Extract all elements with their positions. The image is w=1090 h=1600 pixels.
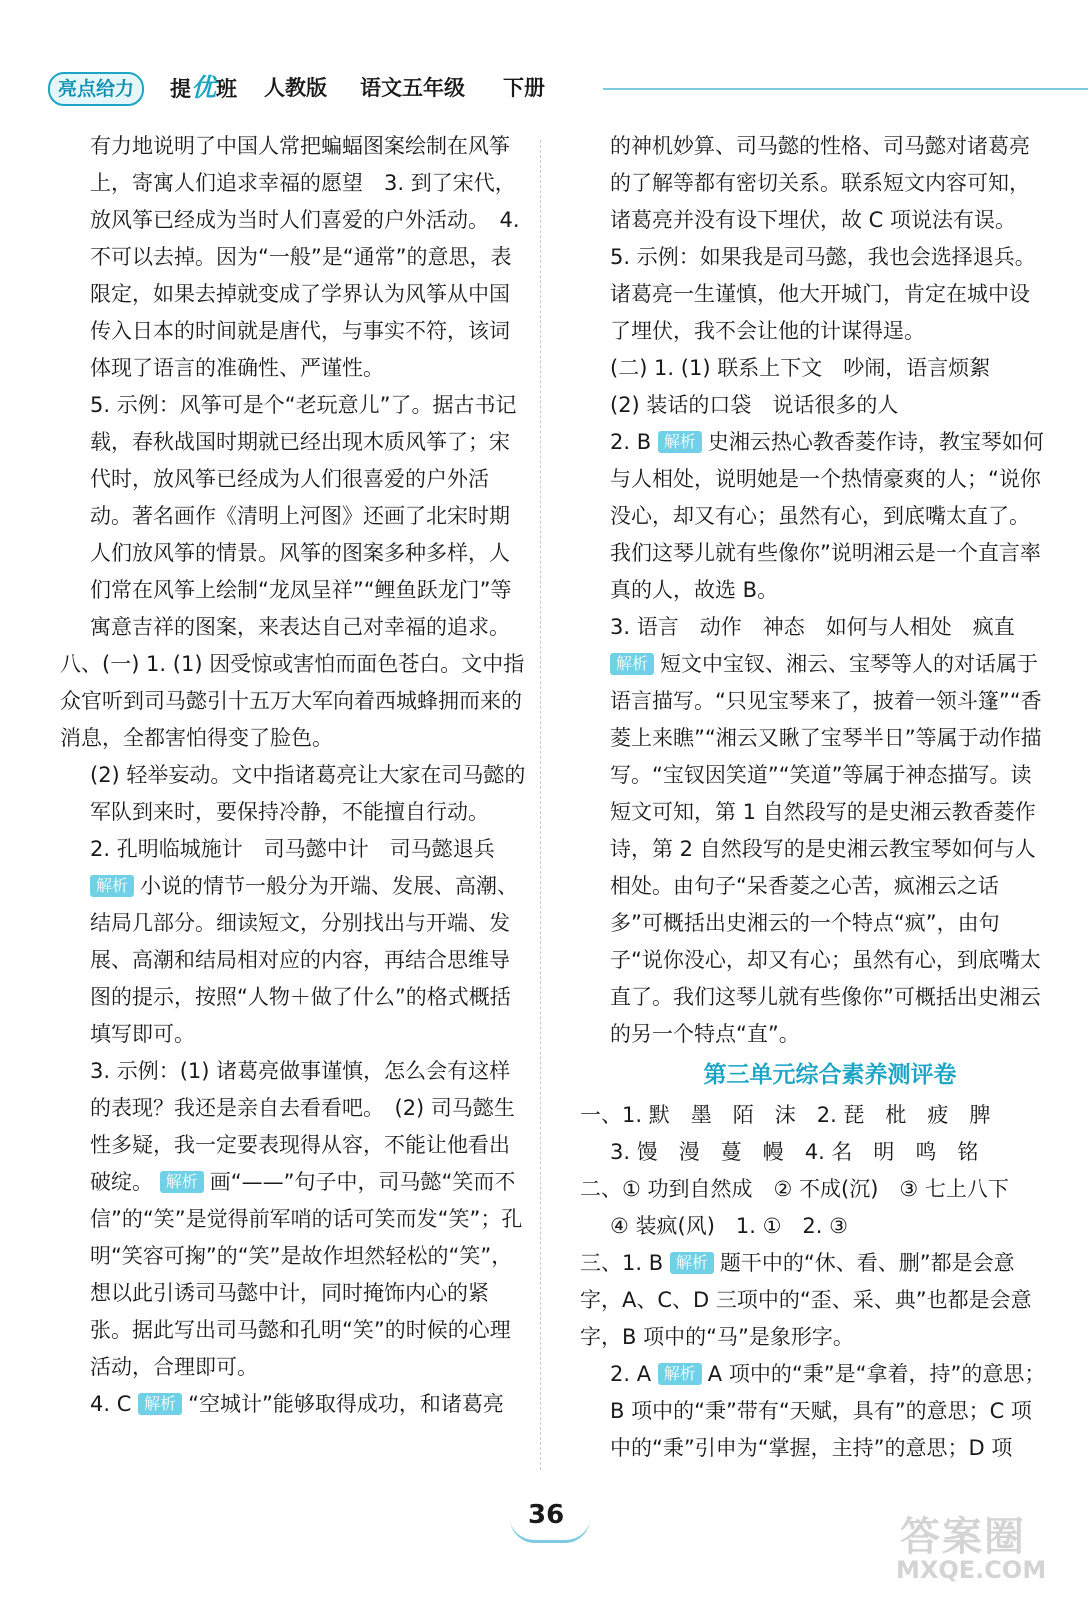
answer-paragraph: 一、1. 默 墨 陌 沫 2. 琵 枇 疲 脾 [580,1103,991,1127]
analysis-text: 题干中的“休、看、删”都是会意字，A、C、D 三项中的“歪、采、典”也都是会意字，B 项中的“马”是象形字。 [580,1251,1032,1349]
right-column [580,128,1050,1467]
answer-paragraph: 二、① 功到自然成 ② 不成(沉) ③ 七上八下 [580,1177,1009,1201]
answer-paragraph: 的神机妙算、司马懿的性格、司马懿对诸葛亮的了解等都有密切关系。联系短文内容可知，诸葛亮并没有设下埋伏，故 C 项说法有误。 [610,134,1030,232]
analysis-tag: 解析 [160,1171,204,1193]
series-post: 班 [216,77,238,101]
volume-label: 下册 [503,76,545,100]
analysis-text: A 项中的“秉”是“拿着，持”的意思；B 项中的“秉”带有“天赋，具有”的意思；C 项中的“秉”引申为“掌握，主持”的意思；D 项 [610,1362,1046,1460]
analysis-tag: 解析 [658,1363,702,1385]
analysis-tag: 解析 [610,653,654,675]
answer-paragraph: 5. 示例：风筝可是个“老玩意儿”了。据古书记载，春秋战国时期就已经出现木质风筝了；宋代时，放风筝已经成为人们很喜爱的户外活动。著名画作《清明上河图》还画了北宋时期人们放风筝的情景。风筝的图案多种多样，人们常在风筝上绘制“龙凤呈祥”“鲤鱼跃龙门”等寓意吉祥的图案，来表达自己对幸福的追求。 [90,393,517,639]
answer-paragraph [580,1245,1050,1356]
page-number-arc [510,1518,590,1543]
answer-paragraph: 有力地说明了中国人常把蝙蝠图案绘制在风筝上，寄寓人们追求幸福的愿望 3. 到了宋代，放风筝已经成为当时人们喜爱的户外活动。 4. 不可以去掉。因为“一般”是“通常”的意思，表限定，如果去掉就变成了学界认为风筝从中国传入日本的时间就是唐代，与事实不符，该词体现了语言的准确性、严谨性。 [90,134,527,380]
answer-paragraph: 2. 孔明临城施计 司马懿中计 司马懿退兵 [90,837,495,861]
answer-paragraph [610,424,1050,609]
answer-text: 2. A [610,1362,652,1386]
page-header [48,72,1048,106]
answer-paragraph [610,609,1050,1053]
answer-paragraph: (二) 1. (1) 联系上下文 吵闹，语言烦絮 [610,356,991,380]
watermark: 答案圈 [900,1514,1026,1560]
answer-paragraph: 5. 示例：如果我是司马懿，我也会选择退兵。诸葛亮一生谨慎，他大开城门，肯定在城中设了埋伏，我不会让他的计谋得逞。 [610,245,1036,343]
answer-paragraph: (2) 轻举妄动。文中指诸葛亮让大家在司马懿的军队到来时，要保持冷静，不能擅自行动。 [90,763,526,824]
watermark-url: MXQE.COM [896,1556,1047,1584]
answer-text: 3. 示例：(1) 诸葛亮做事谨慎，怎么会有这样的表现？我还是亲自去看看吧。 (2) 司马懿生性多疑，我一定要表现得从容，不能让他看出破绽。 [90,1059,515,1194]
subject-label: 语文五年级 [360,76,465,100]
answer-paragraph [90,1386,530,1423]
analysis-text: 短文中宝钗、湘云、宝琴等人的对话属于语言描写。“只见宝琴来了，披着一领斗篷”“香菱上来瞧”“湘云又瞅了宝琴半日”等属于动作描写。“宝钗因笑道”“笑道”等属于神态描写。读短文可知，第 1 自然段写的是史湘云教香菱作诗，第 2 自然段写的是史湘云教宝琴如何与人相处。由句子“呆香菱之心苦，疯湘云之话多”可概括出史湘云的一个特点“疯”，由句子“说你没心，却又有心；虽然有心，到底嘴太直了。我们这琴儿就有些像你”可概括出史湘云的另一个特点“直”。 [610,652,1042,1046]
answer-paragraph: ④ 装疯(风) 1. ① 2. ③ [610,1214,848,1238]
analysis-text: 画“——”句子中，司马懿“笑而不信”的“笑”是觉得前军哨的话可笑而发“笑”；孔明“笑容可掬”的“笑”是故作坦然轻松的“笑”，想以此引诱司马懿中计，同时掩饰内心的紧张。据此写出司马懿和孔明“笑”的时候的心理活动，合理即可。 [90,1170,523,1379]
analysis-text: 小说的情节一般分为开端、发展、高潮、结局几部分。细读短文，分别找出与开端、发展、高潮和结局相对应的内容，再结合思维导图的提示，按照“人物＋做了什么”的格式概括填写即可。 [90,874,519,1046]
page-number: 36 [528,1500,565,1530]
answer-text: 3. 语言 动作 神态 如何与人相处 疯直 [610,615,1015,639]
analysis-text: “空城计”能够取得成功，和诸葛亮 [188,1392,504,1416]
header-rule [603,88,1088,90]
answer-paragraph: (2) 装话的口袋 说话很多的人 [610,393,899,417]
series-name [170,72,237,105]
analysis-tag: 解析 [90,875,134,897]
answer-text: 4. C [90,1392,132,1416]
brand-logo: 亮点给力 [48,72,144,106]
answer-paragraph [610,1356,1050,1467]
analysis-tag: 解析 [138,1393,182,1415]
analysis-tag: 解析 [670,1252,714,1274]
series-pre: 提 [170,77,191,101]
column-divider [540,140,541,1470]
answer-text: 2. B [610,430,652,454]
section-title: 第三单元综合素养测评卷 [703,1062,957,1088]
answer-paragraph: 八、(一) 1. (1) 因受惊或害怕而面色苍白。文中指众官听到司马懿引十五万大军向着西城蜂拥而来的消息，全都害怕得变了脸色。 [60,652,525,750]
series-accent: 优 [191,73,217,102]
left-column [60,128,530,1423]
answer-paragraph [90,1053,530,1386]
edition-label: 人教版 [264,76,327,100]
answer-paragraph: 3. 馒 漫 蔓 幔 4. 名 明 鸣 铭 [610,1140,979,1164]
analysis-tag: 解析 [658,431,702,453]
analysis-text: 史湘云热心教香菱作诗，教宝琴如何与人相处，说明她是一个热情豪爽的人；“说你没心，却又有心；虽然有心，到底嘴太直了。我们这琴儿就有些像你”说明湘云是一个直言率真的人，故选 B。 [610,430,1044,602]
answer-text: 三、1. B [580,1251,664,1275]
analysis-paragraph [90,868,530,1053]
